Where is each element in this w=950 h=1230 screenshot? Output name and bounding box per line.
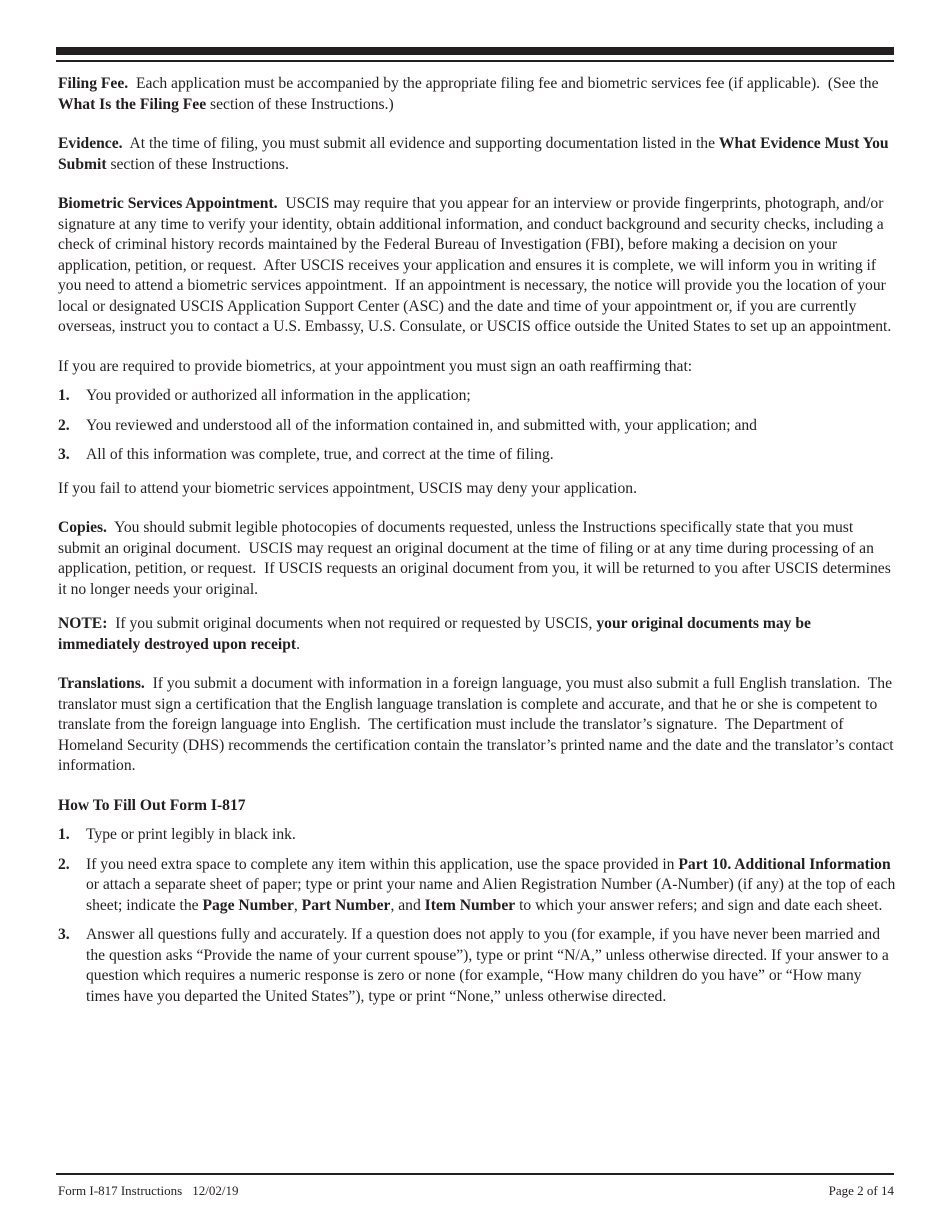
how-to-item2-item-number: Item Number <box>424 896 516 914</box>
copies-text: You should submit legible photocopies of documents requested, unless the Instructions specifically state that you must submit an original document. USCIS may request an original document at the time of filing or at any time during processing of an application, petition, or request. If USCIS requests an original document from you, it will be returned to you after USCIS determines it no longer needs your original. <box>58 519 895 598</box>
page-footer <box>58 1183 894 1199</box>
how-to-item2-text-3: , <box>293 896 302 914</box>
how-to-item <box>58 825 896 846</box>
copies-label: Copies. <box>58 519 107 536</box>
how-to-item2-text-2: or attach a separate sheet of paper; type or print your name and Alien Registration Number (A-Number) (if any) at the top of each sheet; indicate the <box>86 876 896 914</box>
biometric-text: USCIS may require that you appear for an interview or provide fingerprints, photograph, and/or signature at any time to verify your identity, obtain additional information, and conduct background and security checks, including a check of criminal history records maintained by the Federal Bureau of Investigation (FBI), before making a decision on your application, petition, or request. After USCIS receives your application and ensures it is complete, we will inform you in writing if you need to attend a biometric services appointment. If an appointment is necessary, the notice will provide you the location of your local or designated USCIS Application Support Center (ASC) and the date and time of your appointment or, if you are currently overseas, instruct you to contact a U.S. Embassy, U.S. Consulate, or USCIS office outside the United States to set up an appointment. <box>58 195 892 335</box>
oath-item-number: 2. <box>58 416 70 434</box>
filing-fee-text-2: section of these Instructions.) <box>206 95 394 113</box>
filing-fee-label: Filing Fee. <box>58 75 129 92</box>
evidence-text-1: At the time of filing, you must submit all evidence and supporting documentation listed in the <box>122 135 719 152</box>
how-to-item-text <box>86 855 896 917</box>
oath-item <box>58 445 896 466</box>
note-text-2: . <box>296 635 300 653</box>
note-text-1: If you submit original documents when not required or requested by USCIS, <box>107 615 597 632</box>
evidence-label: Evidence. <box>58 135 123 152</box>
note-label: NOTE: <box>58 615 108 632</box>
copies-paragraph <box>58 518 896 600</box>
how-to-item-text: Type or print legibly in black ink. <box>86 826 296 843</box>
how-to-item2-part-ref: Part 10. Additional Information <box>678 855 891 873</box>
oath-intro: If you are required to provide biometrics, at your appointment you must sign an oath reaffirming that: <box>58 357 693 375</box>
evidence-text-2: section of these Instructions. <box>106 155 289 173</box>
note-paragraph <box>58 614 896 655</box>
footer-form-name: Form I-817 Instructions <box>58 1183 183 1198</box>
oath-item-number: 3. <box>58 446 70 463</box>
oath-item-text: All of this information was complete, true, and correct at the time of filing. <box>86 446 554 463</box>
translations-label: Translations. <box>58 675 145 692</box>
oath-item <box>58 386 896 407</box>
header-rule-thick <box>56 47 894 55</box>
oath-item-text: You provided or authorized all information in the application; <box>86 387 471 404</box>
how-to-heading: How To Fill Out Form I-817 <box>58 796 246 814</box>
footer-edition-date: 12/02/19 <box>192 1183 239 1198</box>
how-to-item2-part-number: Part Number <box>301 896 391 914</box>
filing-fee-text-1: Each application must be accompanied by the appropriate filing fee and biometric services fee (if applicable). (See the <box>128 75 883 92</box>
translations-paragraph <box>58 674 896 777</box>
footer-page-number: Page 2 of 14 <box>828 1183 894 1198</box>
biometric-label: Biometric Services Appointment. <box>58 195 278 212</box>
filing-fee-paragraph <box>58 74 896 115</box>
oath-item <box>58 416 896 437</box>
how-to-item-number: 3. <box>58 926 70 943</box>
biometric-paragraph <box>58 194 896 338</box>
evidence-paragraph <box>58 134 896 175</box>
how-to-item <box>58 855 896 917</box>
footer-rule <box>56 1173 894 1175</box>
how-to-item-number: 1. <box>58 826 70 843</box>
filing-fee-section-ref: What Is the Filing Fee <box>58 95 207 113</box>
how-to-item <box>58 925 896 1007</box>
how-to-item2-text-1: If you need extra space to complete any item within this application, use the space provided in <box>86 855 679 873</box>
header-rule-thin <box>56 60 894 62</box>
biometric-fail-text: If you fail to attend your biometric services appointment, USCIS may deny your application. <box>58 479 638 497</box>
how-to-item2-page-number: Page Number <box>202 896 294 914</box>
translations-text: If you submit a document with information in a foreign language, you must also submit a full English translation. The translator must sign a certification that the English language translation is complete and accurate, and that he or she is competent to translate from the foreign language into English. The certification must include the translator’s signature. The Department of Homeland Security (DHS) recommends the certification contain the translator’s printed name and the date and the translator’s contact information. <box>58 675 898 774</box>
note-emphasis: your original documents may be immediately destroyed upon receipt <box>58 615 815 653</box>
how-to-item-number: 2. <box>58 855 70 873</box>
how-to-item2-text-5: to which your answer refers; and sign and date each sheet. <box>515 896 883 914</box>
evidence-section-ref: What Evidence Must You Submit <box>58 135 893 173</box>
oath-item-number: 1. <box>58 387 70 404</box>
document-body <box>58 74 896 1016</box>
how-to-item2-text-4: , and <box>390 896 425 914</box>
footer-form-id <box>58 1183 238 1199</box>
oath-item-text: You reviewed and understood all of the information contained in, and submitted with, your application; and <box>86 416 757 434</box>
how-to-item-text: Answer all questions fully and accurately. If a question does not apply to you (for example, if you have never been married and the question asks “Provide the name of your current spouse”), type or print “N/A,” unless otherwise directed. If your answer to a question which requires a numeric response is zero or none (for example, “How many children do you have” or “How many times have you departed the United States”), type or print “None,” unless otherwise directed. <box>86 926 889 1005</box>
